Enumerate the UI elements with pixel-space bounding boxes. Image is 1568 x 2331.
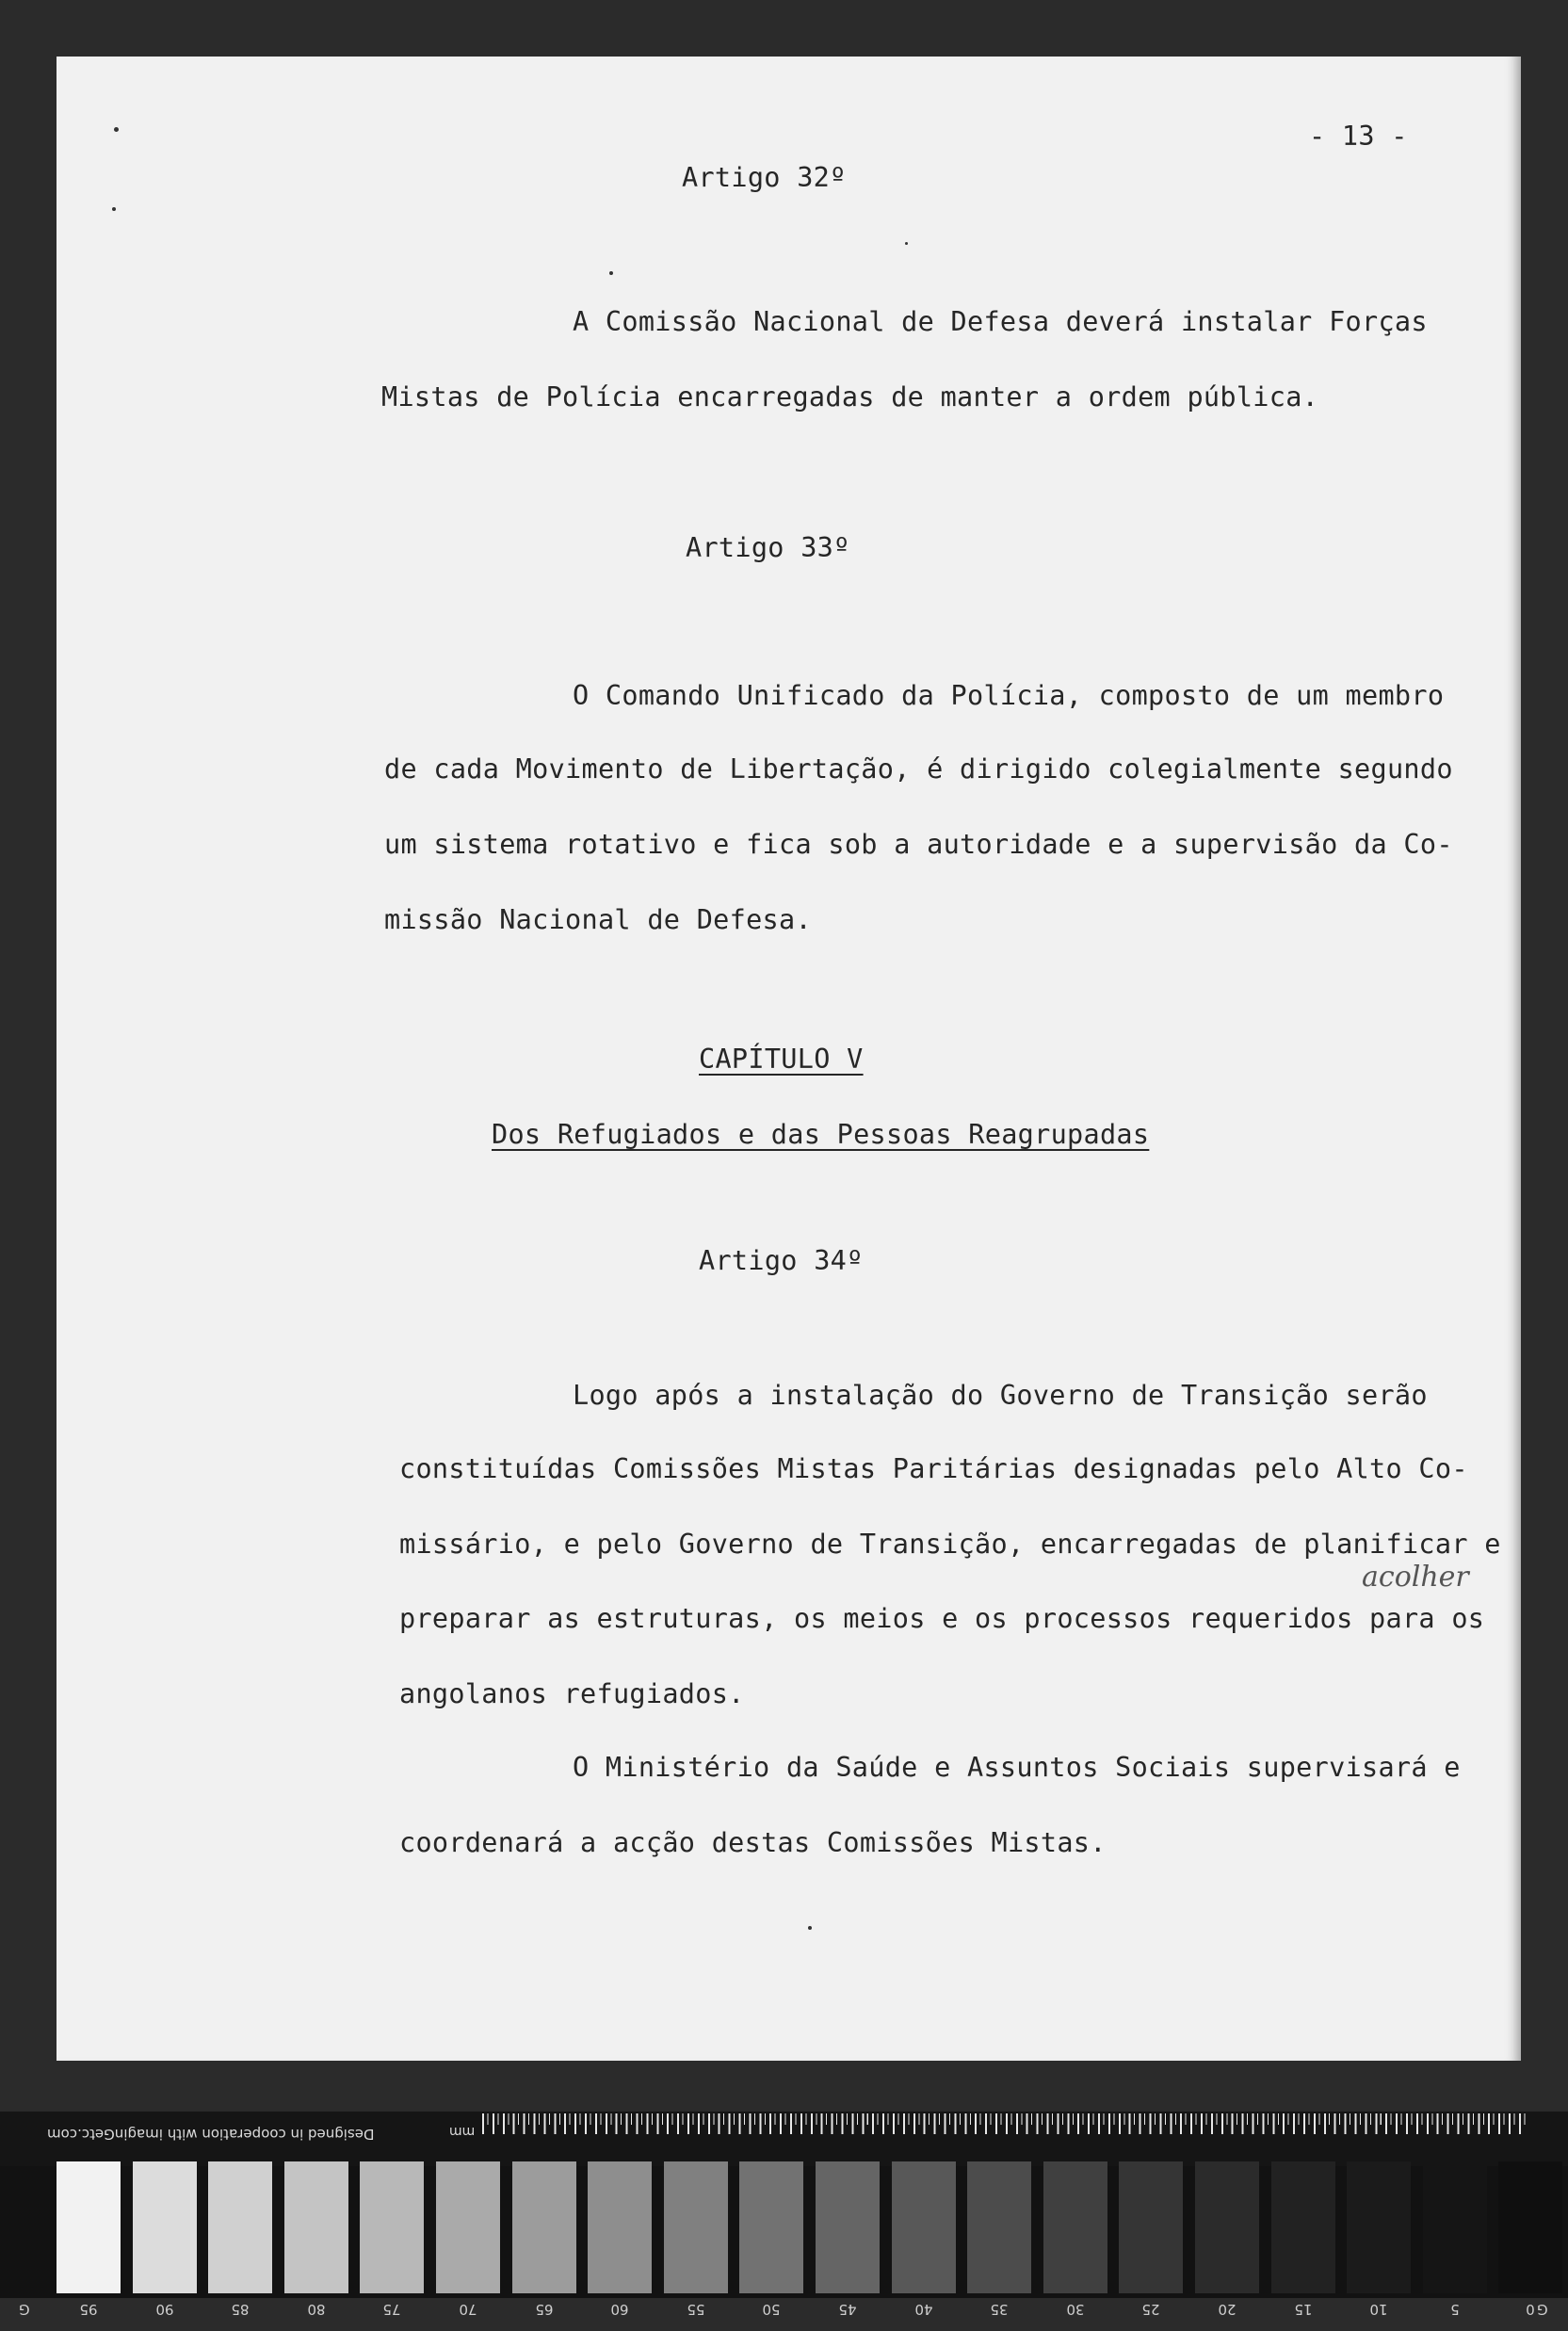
handwritten-insert: acolher [1362, 1561, 1469, 1594]
swatch-label: 10 [1369, 2301, 1388, 2318]
ink-speck [808, 1926, 812, 1930]
article-34-line-2: constituídas Comissões Mistas Paritárias designadas pelo Alto Co- [399, 1453, 1468, 1484]
color-card-credit: Designed in cooperation with imaginGetc.com [47, 2126, 375, 2143]
swatch-label: 60 [610, 2301, 629, 2318]
ink-speck [112, 207, 116, 211]
gray-swatch [1498, 2161, 1562, 2293]
gray-swatch [1347, 2161, 1411, 2293]
gray-swatch [1043, 2161, 1107, 2293]
swatch-label: 40 [914, 2301, 933, 2318]
gray-swatch [1423, 2161, 1487, 2293]
article-34-line-4: preparar as estruturas, os meios e os processos requeridos para os [399, 1603, 1485, 1634]
swatch-label: 75 [382, 2301, 401, 2318]
gray-swatch [512, 2161, 576, 2293]
document-page [57, 57, 1521, 2061]
swatch-label: 80 [307, 2301, 326, 2318]
gray-swatch [967, 2161, 1031, 2293]
swatch-label: 70 [459, 2301, 477, 2318]
gray-swatch [208, 2161, 272, 2293]
gray-swatch [1195, 2161, 1259, 2293]
swatch-label: 45 [838, 2301, 857, 2318]
swatch-label: 5 [1450, 2301, 1460, 2318]
gray-swatch [588, 2161, 652, 2293]
gray-swatch [57, 2161, 121, 2293]
swatch-label: 95 [79, 2301, 98, 2318]
article-34-line-5: angolanos refugiados. [399, 1678, 745, 1709]
gray-swatch [816, 2161, 880, 2293]
ink-speck [114, 127, 119, 132]
article-32-heading: Artigo 32º [682, 162, 847, 193]
swatch-label: 65 [535, 2301, 554, 2318]
ink-speck [905, 242, 908, 245]
article-34-line-6: O Ministério da Saúde e Assuntos Sociais supervisará e [573, 1752, 1461, 1783]
swatch-label: 20 [1218, 2301, 1237, 2318]
millimeter-ruler [482, 2113, 1526, 2134]
article-32-line-1: A Comissão Nacional de Defesa deverá instalar Forças [573, 306, 1428, 337]
swatch-label: 85 [231, 2301, 250, 2318]
ink-speck [609, 271, 613, 275]
page-number: - 13 - [1309, 121, 1408, 152]
article-32-line-2: Mistas de Polícia encarregadas de manter a ordem pública. [381, 381, 1319, 413]
ruler-unit-label: mm [449, 2124, 476, 2139]
gray-swatch [892, 2161, 956, 2293]
article-33-heading: Artigo 33º [686, 532, 850, 563]
article-33-line-1: O Comando Unificado da Polícia, composto de um membro [573, 680, 1445, 711]
gray-swatch [1119, 2161, 1183, 2293]
article-34-line-7: coordenará a acção destas Comissões Mistas. [399, 1827, 1107, 1858]
swatch-label: 55 [687, 2301, 705, 2318]
swatch-label: 25 [1141, 2301, 1160, 2318]
article-33-line-2: de cada Movimento de Libertação, é dirigido colegialmente segundo [384, 753, 1453, 785]
chapter-title: CAPÍTULO V [699, 1044, 864, 1075]
swatch-label: 30 [1066, 2301, 1085, 2318]
swatch-label: 90 [155, 2301, 174, 2318]
article-34-line-1: Logo após a instalação do Governo de Transição serão [573, 1380, 1428, 1411]
gray-swatch [284, 2161, 348, 2293]
article-33-line-4: missão Nacional de Defesa. [384, 904, 812, 935]
swatch-label: 50 [762, 2301, 781, 2318]
card-end-label-right: G [1537, 2301, 1548, 2318]
article-34-line-3: missário, e pelo Governo de Transição, encarregadas de planificar e [399, 1529, 1501, 1560]
gray-swatch [739, 2161, 803, 2293]
article-34-heading: Artigo 34º [699, 1245, 864, 1276]
gray-swatch [133, 2161, 197, 2293]
card-end-label-left: G [19, 2301, 30, 2318]
gray-swatch [664, 2161, 728, 2293]
swatch-label: 15 [1294, 2301, 1313, 2318]
chapter-subtitle: Dos Refugiados e das Pessoas Reagrupadas [492, 1119, 1150, 1150]
gray-swatch [1271, 2161, 1335, 2293]
gray-swatch [360, 2161, 424, 2293]
article-33-line-3: um sistema rotativo e fica sob a autoridade e a supervisão da Co- [384, 829, 1453, 860]
swatch-label: 35 [990, 2301, 1009, 2318]
gray-swatch [436, 2161, 500, 2293]
swatch-label: 0 [1526, 2301, 1536, 2318]
